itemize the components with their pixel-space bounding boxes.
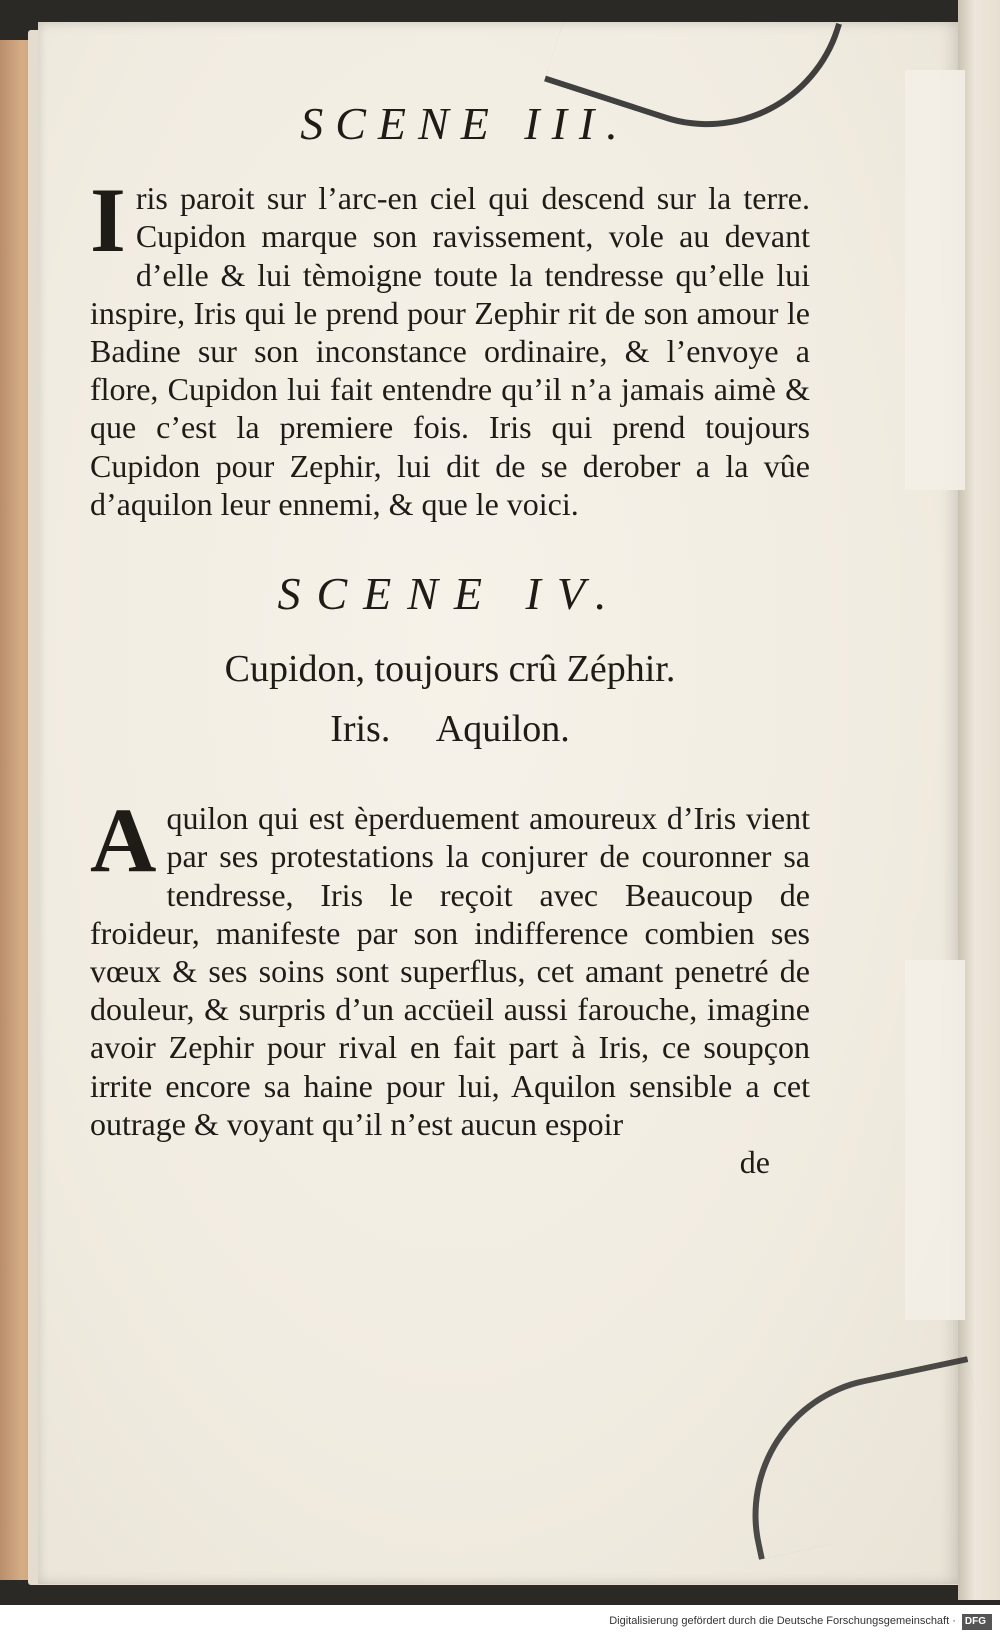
- scene-3-title: SCENE III.: [300, 98, 630, 149]
- dfg-logo: DFG: [962, 1614, 992, 1630]
- tape-strip: [905, 70, 965, 490]
- scene-3-paragraph: [90, 169, 810, 523]
- dropcap-a: A: [90, 789, 157, 892]
- scene-4-paragraph: [90, 789, 810, 1143]
- page-text-block: [90, 98, 810, 1181]
- characters-line-2: Iris. Aquilon.: [330, 708, 570, 751]
- characters-line-1: Cupidon, toujours crû Zéphir.: [224, 648, 676, 691]
- catchword: de: [739, 1144, 770, 1181]
- scene-4-title: SCENE IV.: [277, 568, 623, 620]
- dropcap-i: I: [90, 169, 126, 272]
- scene-4-characters: [90, 639, 810, 759]
- scene-3-text: ris paroit sur l’arc-en ciel qui descend sur la terre. Cupidon marque son ravissement, vole au devant d’elle & lui tèmoigne toute la tendresse qu’elle lui inspire, Iris qui le prend pour Zephir rit de son amour le Badine sur son inconstance ordinaire, & l’envoye a flore, Cupidon lui fait entendre qu’il n’a jamais aimè & que c’est la premiere fois. Iris qui prend toujours Cupidon pour Zephir, lui dit de se derober a la vûe d’aquilon leur ennemi, & que le voici.: [90, 180, 810, 522]
- tape-strip: [905, 960, 965, 1320]
- digitization-footer: [0, 1605, 1000, 1638]
- scene-4-text: quilon qui est èperduement amoureux d’Iris vient par ses protestations la conjurer de couronner sa tendresse, Iris le reçoit avec Beaucoup de froideur, manifeste par son indifference combien ses vœux & ses soins sont superflus, cet amant penetré de douleur, & surpris d’un accüeil aussi farouche, imagine avoir Zephir pour rival en fait part à Iris, ce soupçon irrite encore sa haine pour lui, Aquilon sensible a cet outrage & voyant qu’il n’est aucun espoir: [90, 800, 810, 1142]
- footer-credit: Digitalisierung gefördert durch die Deutsche Forschungsgemeinschaft ·: [609, 1615, 956, 1627]
